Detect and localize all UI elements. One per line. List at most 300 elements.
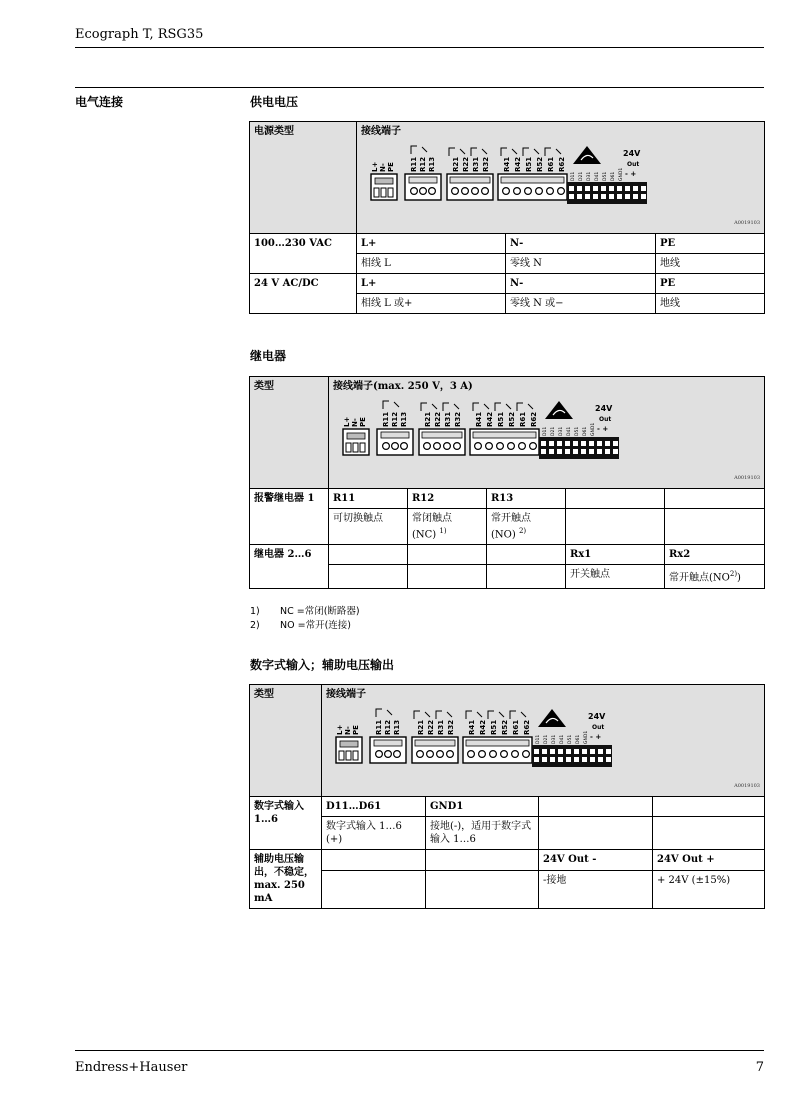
terminal-screw xyxy=(401,443,408,450)
power-pin xyxy=(353,443,358,452)
terminal-diagram xyxy=(333,399,623,471)
footnote-number: 2) xyxy=(250,620,260,631)
terminal-label: N- xyxy=(379,163,387,172)
terminal-screw xyxy=(452,188,459,195)
terminal-label: R21 xyxy=(452,156,460,172)
relay-contact-symbol xyxy=(422,147,427,152)
digital-pin xyxy=(577,194,582,199)
power-row2-n-desc: 零线 N 或− xyxy=(506,294,656,314)
image-code: A0019103 xyxy=(734,220,761,226)
relay-table xyxy=(249,376,765,589)
terminal-label: R52 xyxy=(508,411,516,427)
power-pin xyxy=(360,443,365,452)
terminal-label: R32 xyxy=(447,719,455,735)
terminal-label: R62 xyxy=(530,411,538,427)
terminal-label: PE xyxy=(352,725,360,735)
digital-pin xyxy=(633,194,638,199)
relay-contact-symbol xyxy=(477,712,482,717)
relay-contact-symbol xyxy=(482,149,487,154)
footnote-ref: 2) xyxy=(729,570,738,579)
terminal-label: PE xyxy=(387,162,395,172)
polarity-label: - + xyxy=(597,425,609,433)
terminal-screw xyxy=(536,188,543,195)
terminal-diagram xyxy=(361,144,651,216)
power-table xyxy=(249,121,765,314)
terminal-label: D21 xyxy=(579,171,584,181)
power-row1-pe-desc: 地线 xyxy=(656,254,765,274)
digital-pin xyxy=(573,441,578,446)
digital-pin xyxy=(581,449,586,454)
power-row1-l: L+ xyxy=(357,234,506,254)
relay-section-title: 继电器 xyxy=(250,349,287,363)
digital-pin xyxy=(557,449,562,454)
power-row2-pe-desc: 地线 xyxy=(656,294,765,314)
digital-pin xyxy=(566,757,571,762)
terminal-screw xyxy=(427,751,434,758)
digital-pin xyxy=(593,194,598,199)
terminal-label: R21 xyxy=(424,411,432,427)
terminal-label: D61 xyxy=(583,426,588,436)
digital-pin xyxy=(625,194,630,199)
alarm-r11-desc: 可切换触点 xyxy=(329,509,408,545)
terminal-label: D61 xyxy=(576,734,581,744)
relay-contact-symbol xyxy=(436,711,442,719)
relay-contact-symbol xyxy=(545,148,551,156)
power-row2-l-desc: 相线 L 或+ xyxy=(357,294,506,314)
alarm-r12-desc-text: 常闭触点 xyxy=(412,513,452,524)
relay-contact-symbol xyxy=(411,146,417,154)
digital-pin xyxy=(605,449,610,454)
relay-contact-symbol xyxy=(510,711,516,719)
digital-pin xyxy=(569,194,574,199)
page-number: 7 xyxy=(755,1060,764,1075)
terminal-screw xyxy=(547,188,554,195)
terminal-screw xyxy=(558,188,565,195)
terminal-label: R31 xyxy=(472,156,480,172)
voltage-label: 24V xyxy=(595,404,613,413)
relay-contact-symbol xyxy=(534,149,539,154)
digital-pin xyxy=(593,186,598,191)
power-pin xyxy=(339,751,344,760)
digital-pin xyxy=(549,441,554,446)
relay-contact-symbol xyxy=(523,148,529,156)
digital-pin xyxy=(585,186,590,191)
relay-contact-symbol xyxy=(425,712,430,717)
aux-empty-2 xyxy=(426,850,539,871)
aux-empty-4 xyxy=(426,871,539,909)
terminal-screw xyxy=(383,443,390,450)
terminal-label: R61 xyxy=(512,719,520,735)
terminal-label: R41 xyxy=(503,156,511,172)
digital-pin xyxy=(609,186,614,191)
relay-contact-symbol xyxy=(501,148,507,156)
terminal-label: R32 xyxy=(454,411,462,427)
terminal-screw xyxy=(523,751,530,758)
relays-empty-5 xyxy=(408,565,487,588)
terminal-label: R41 xyxy=(475,411,483,427)
terminal-label: R22 xyxy=(434,411,442,427)
digital-pin xyxy=(549,449,554,454)
digital-pin xyxy=(613,449,618,454)
digital-connector xyxy=(532,745,612,767)
digital-pin xyxy=(541,441,546,446)
aux-out-plus: 24V Out + xyxy=(653,850,765,871)
di-empty-3 xyxy=(539,817,653,850)
digital-pin xyxy=(550,749,555,754)
terminal-label: L+ xyxy=(343,416,351,427)
terminal-label: R42 xyxy=(486,411,494,427)
relay3-connector-top xyxy=(473,432,536,438)
out-label: Out xyxy=(627,161,640,168)
terminal-label: R61 xyxy=(547,156,555,172)
terminal-screw xyxy=(434,443,441,450)
terminal-screw xyxy=(519,443,526,450)
digital-pin xyxy=(598,749,603,754)
footer-brand: Endress+Hauser xyxy=(75,1060,188,1075)
relay-contact-symbol xyxy=(506,404,511,409)
digital-pin xyxy=(558,757,563,762)
power-terminal-header: 接线端子 xyxy=(361,126,401,137)
relays-empty-2 xyxy=(408,545,487,565)
out-label: Out xyxy=(592,724,605,731)
digital-pin xyxy=(589,449,594,454)
di-d11: D11…D61 xyxy=(322,797,426,817)
terminal-label: R12 xyxy=(384,719,392,735)
relay-contact-symbol xyxy=(432,404,437,409)
terminal-label: D11 xyxy=(536,734,541,744)
power-section-title: 供电电压 xyxy=(250,95,299,109)
relay-contact-symbol xyxy=(460,149,465,154)
terminal-label: R13 xyxy=(400,411,408,427)
terminal-screw xyxy=(503,188,510,195)
digital-pin xyxy=(550,757,555,762)
terminal-screw xyxy=(444,443,451,450)
digital-pin xyxy=(577,186,582,191)
polarity-label: - + xyxy=(590,733,602,741)
terminal-screw xyxy=(482,188,489,195)
terminal-label: R13 xyxy=(393,719,401,735)
aux-empty-1 xyxy=(322,850,426,871)
terminal-label: R51 xyxy=(525,156,533,172)
terminal-label: R13 xyxy=(428,156,436,172)
terminal-label: R62 xyxy=(558,156,566,172)
relay-contact-symbol xyxy=(528,404,533,409)
relay-contact-symbol xyxy=(454,404,459,409)
digital-pin xyxy=(641,194,646,199)
terminal-label: D41 xyxy=(560,734,565,744)
alarm-empty-4 xyxy=(665,509,765,545)
power-row1-n: N- xyxy=(506,234,656,254)
power-pin xyxy=(346,443,351,452)
terminal-label: R11 xyxy=(410,156,418,172)
relay-contact-symbol xyxy=(449,148,455,156)
power-row1-type: 100…230 VAC xyxy=(250,234,357,274)
relays-rx2: Rx2 xyxy=(665,545,765,565)
terminal-label: D41 xyxy=(595,171,600,181)
digital-col-type-header: 类型 xyxy=(250,685,322,797)
alarm-r13-desc xyxy=(487,509,566,545)
digital-pin xyxy=(606,749,611,754)
relays-rx1-desc: 开关触点 xyxy=(566,565,665,588)
terminal-label: R11 xyxy=(375,719,383,735)
terminal-screw xyxy=(454,443,461,450)
relay-terminal-header: 接线端子(max. 250 V，3 A) xyxy=(333,381,473,392)
digital-pin xyxy=(601,186,606,191)
terminal-label: R52 xyxy=(501,719,509,735)
digital-terminal-header: 接线端子 xyxy=(326,689,366,700)
terminal-label: L+ xyxy=(336,724,344,735)
terminal-label: R31 xyxy=(444,411,452,427)
digital-pin xyxy=(558,749,563,754)
aux-label: 辅助电压输出，不稳定，max. 250 mA xyxy=(250,850,322,909)
terminal-screw xyxy=(411,188,418,195)
footnote-ref: 1) xyxy=(439,527,447,535)
relay-contact-symbol xyxy=(556,149,561,154)
power-row2-pe: PE xyxy=(656,274,765,294)
terminal-screw xyxy=(417,751,424,758)
digital-pin xyxy=(633,186,638,191)
relay-contact-symbol xyxy=(414,711,420,719)
footer-rule xyxy=(75,1050,764,1051)
digital-connector xyxy=(539,437,619,459)
terminal-screw xyxy=(437,751,444,758)
terminal-label: D51 xyxy=(575,426,580,436)
digital-pin xyxy=(597,441,602,446)
relay2-connector-top xyxy=(415,740,455,746)
terminal-screw xyxy=(392,443,399,450)
alarm-r11: R11 xyxy=(329,489,408,509)
digital-pin xyxy=(542,749,547,754)
aux-out-plus-desc: + 24V (±15%) xyxy=(653,871,765,909)
di-label: 数字式输入 1…6 xyxy=(250,797,322,850)
terminal-label: D31 xyxy=(552,734,557,744)
digital-pin xyxy=(625,186,630,191)
terminal-screw xyxy=(424,443,431,450)
digital-connector xyxy=(567,182,647,204)
terminal-screw xyxy=(385,751,392,758)
digital-pin xyxy=(590,749,595,754)
di-gnd1: GND1 xyxy=(426,797,539,817)
power-terminal-cell xyxy=(357,122,765,234)
relay-contact-symbol xyxy=(512,149,517,154)
terminal-label: D31 xyxy=(559,426,564,436)
image-code: A0019103 xyxy=(734,783,760,789)
power-row1-pe: PE xyxy=(656,234,765,254)
power-pin xyxy=(374,188,379,197)
relay-contact-symbol xyxy=(495,403,501,411)
relay-contact-symbol xyxy=(376,709,382,717)
relay-contact-symbol xyxy=(443,403,449,411)
digital-pin xyxy=(582,757,587,762)
terminal-label: R61 xyxy=(519,411,527,427)
relay-contact-symbol xyxy=(484,404,489,409)
digital-pin xyxy=(589,441,594,446)
relay-contact-symbol xyxy=(473,403,479,411)
footnote-text: NO =常开(连接) xyxy=(280,620,351,631)
digital-pin xyxy=(574,749,579,754)
di-empty-2 xyxy=(653,797,765,817)
footnote-2 xyxy=(250,617,351,631)
digital-table xyxy=(249,684,765,909)
relay-contact-symbol xyxy=(517,403,523,411)
terminal-screw xyxy=(490,751,497,758)
terminal-label: GND1 xyxy=(591,422,596,436)
di-empty-4 xyxy=(653,817,765,850)
relays-empty-6 xyxy=(487,565,566,588)
power-col-type-header: 电源类型 xyxy=(250,122,357,234)
relay-contact-symbol xyxy=(488,711,494,719)
terminal-label: R42 xyxy=(514,156,522,172)
terminal-label: D61 xyxy=(611,171,616,181)
digital-pin xyxy=(541,449,546,454)
digital-pin xyxy=(542,757,547,762)
terminal-label: R12 xyxy=(419,156,427,172)
digital-pin xyxy=(534,757,539,762)
document-header-title: Ecograph T, RSG35 xyxy=(75,27,204,42)
digital-pin xyxy=(566,749,571,754)
digital-pin xyxy=(609,194,614,199)
digital-pin xyxy=(597,449,602,454)
relay1-connector-top xyxy=(374,740,402,746)
terminal-label: GND1 xyxy=(619,167,624,181)
relay-contact-symbol xyxy=(499,712,504,717)
terminal-screw xyxy=(525,188,532,195)
digital-pin xyxy=(585,194,590,199)
relay1-connector-top xyxy=(381,432,409,438)
relays-rx2-desc xyxy=(665,565,765,588)
digital-pin xyxy=(573,449,578,454)
relay-contact-symbol xyxy=(447,712,452,717)
relays-rx2-desc-text: 常开触点(NO xyxy=(669,572,730,584)
terminal-label: R52 xyxy=(536,156,544,172)
relay-contact-symbol xyxy=(471,148,477,156)
power-row1-n-desc: 零线 N xyxy=(506,254,656,274)
relays-rx1: Rx1 xyxy=(566,545,665,565)
power-connector-latch xyxy=(347,433,365,439)
digital-pin xyxy=(605,441,610,446)
footnote-1 xyxy=(250,603,360,617)
relay-contact-symbol xyxy=(421,403,427,411)
terminal-label: L+ xyxy=(371,161,379,172)
terminal-label: R32 xyxy=(482,156,490,172)
relay3-connector-top xyxy=(501,177,564,183)
terminal-label: R21 xyxy=(417,719,425,735)
power-connector-latch xyxy=(375,178,393,184)
digital-pin xyxy=(557,441,562,446)
terminal-screw xyxy=(429,188,436,195)
power-row2-type: 24 V AC/DC xyxy=(250,274,357,314)
power-pin xyxy=(388,188,393,197)
alarm-r12-desc xyxy=(408,509,487,545)
terminal-label: R31 xyxy=(437,719,445,735)
terminal-screw xyxy=(530,443,537,450)
relay-terminal-cell xyxy=(329,377,765,489)
digital-pin xyxy=(574,757,579,762)
power-pin xyxy=(353,751,358,760)
alarm-empty-1 xyxy=(566,489,665,509)
terminal-label: D11 xyxy=(571,171,576,181)
aux-out-minus: 24V Out - xyxy=(539,850,653,871)
alarm-empty-3 xyxy=(566,509,665,545)
terminal-label: R51 xyxy=(497,411,505,427)
terminal-screw xyxy=(479,751,486,758)
power-pin xyxy=(346,751,351,760)
power-row2-l: L+ xyxy=(357,274,506,294)
terminal-diagram xyxy=(326,707,616,779)
terminal-label: N- xyxy=(351,418,359,427)
terminal-label: R62 xyxy=(523,719,531,735)
relay1-connector-top xyxy=(409,177,437,183)
polarity-label: - + xyxy=(625,170,637,178)
relays-label: 继电器 2…6 xyxy=(250,545,329,588)
digital-pin xyxy=(565,441,570,446)
aux-empty-3 xyxy=(322,871,426,909)
alarm-empty-2 xyxy=(665,489,765,509)
digital-pin xyxy=(582,749,587,754)
terminal-screw xyxy=(508,443,515,450)
terminal-label: R12 xyxy=(391,411,399,427)
terminal-screw xyxy=(468,751,475,758)
terminal-label: R41 xyxy=(468,719,476,735)
terminal-screw xyxy=(447,751,454,758)
footnote-ref: 2) xyxy=(518,527,527,535)
terminal-screw xyxy=(472,188,479,195)
footnote-text: NC =常闭(断路器) xyxy=(280,606,360,617)
power-pin xyxy=(381,188,386,197)
terminal-label: D11 xyxy=(543,426,548,436)
voltage-label: 24V xyxy=(588,712,606,721)
footnote-number: 1) xyxy=(250,606,260,617)
terminal-label: R22 xyxy=(462,156,470,172)
header-rule xyxy=(75,47,764,48)
digital-terminal-cell xyxy=(322,685,765,797)
terminal-label: PE xyxy=(359,417,367,427)
alarm-r12: R12 xyxy=(408,489,487,509)
relays-rx2-desc-end: ) xyxy=(737,572,741,584)
relay3-connector-top xyxy=(466,740,529,746)
terminal-label: D51 xyxy=(568,734,573,744)
digital-pin xyxy=(606,757,611,762)
voltage-label: 24V xyxy=(623,149,641,158)
digital-pin xyxy=(598,757,603,762)
relay2-connector-top xyxy=(450,177,490,183)
digital-pin xyxy=(565,449,570,454)
terminal-label: D21 xyxy=(551,426,556,436)
terminal-label: R42 xyxy=(479,719,487,735)
terminal-screw xyxy=(514,188,521,195)
terminal-label: R51 xyxy=(490,719,498,735)
terminal-label: D51 xyxy=(603,171,608,181)
side-section-title: 电气连接 xyxy=(75,95,124,109)
di-empty-1 xyxy=(539,797,653,817)
relays-empty-3 xyxy=(487,545,566,565)
alarm-r13-desc-text: 常开触点 xyxy=(491,513,531,524)
relay-col-type-header: 类型 xyxy=(250,377,329,489)
relay-contact-symbol xyxy=(521,712,526,717)
terminal-screw xyxy=(376,751,383,758)
terminal-screw xyxy=(394,751,401,758)
terminal-screw xyxy=(462,188,469,195)
terminal-screw xyxy=(420,188,427,195)
relay-contact-symbol xyxy=(383,401,389,409)
digital-pin xyxy=(641,186,646,191)
terminal-screw xyxy=(486,443,493,450)
section-rule xyxy=(75,87,764,88)
digital-pin xyxy=(613,441,618,446)
aux-out-minus-desc: -接地 xyxy=(539,871,653,909)
alarm-r13-desc-abbr: (NO) xyxy=(491,529,516,541)
terminal-label: D41 xyxy=(567,426,572,436)
